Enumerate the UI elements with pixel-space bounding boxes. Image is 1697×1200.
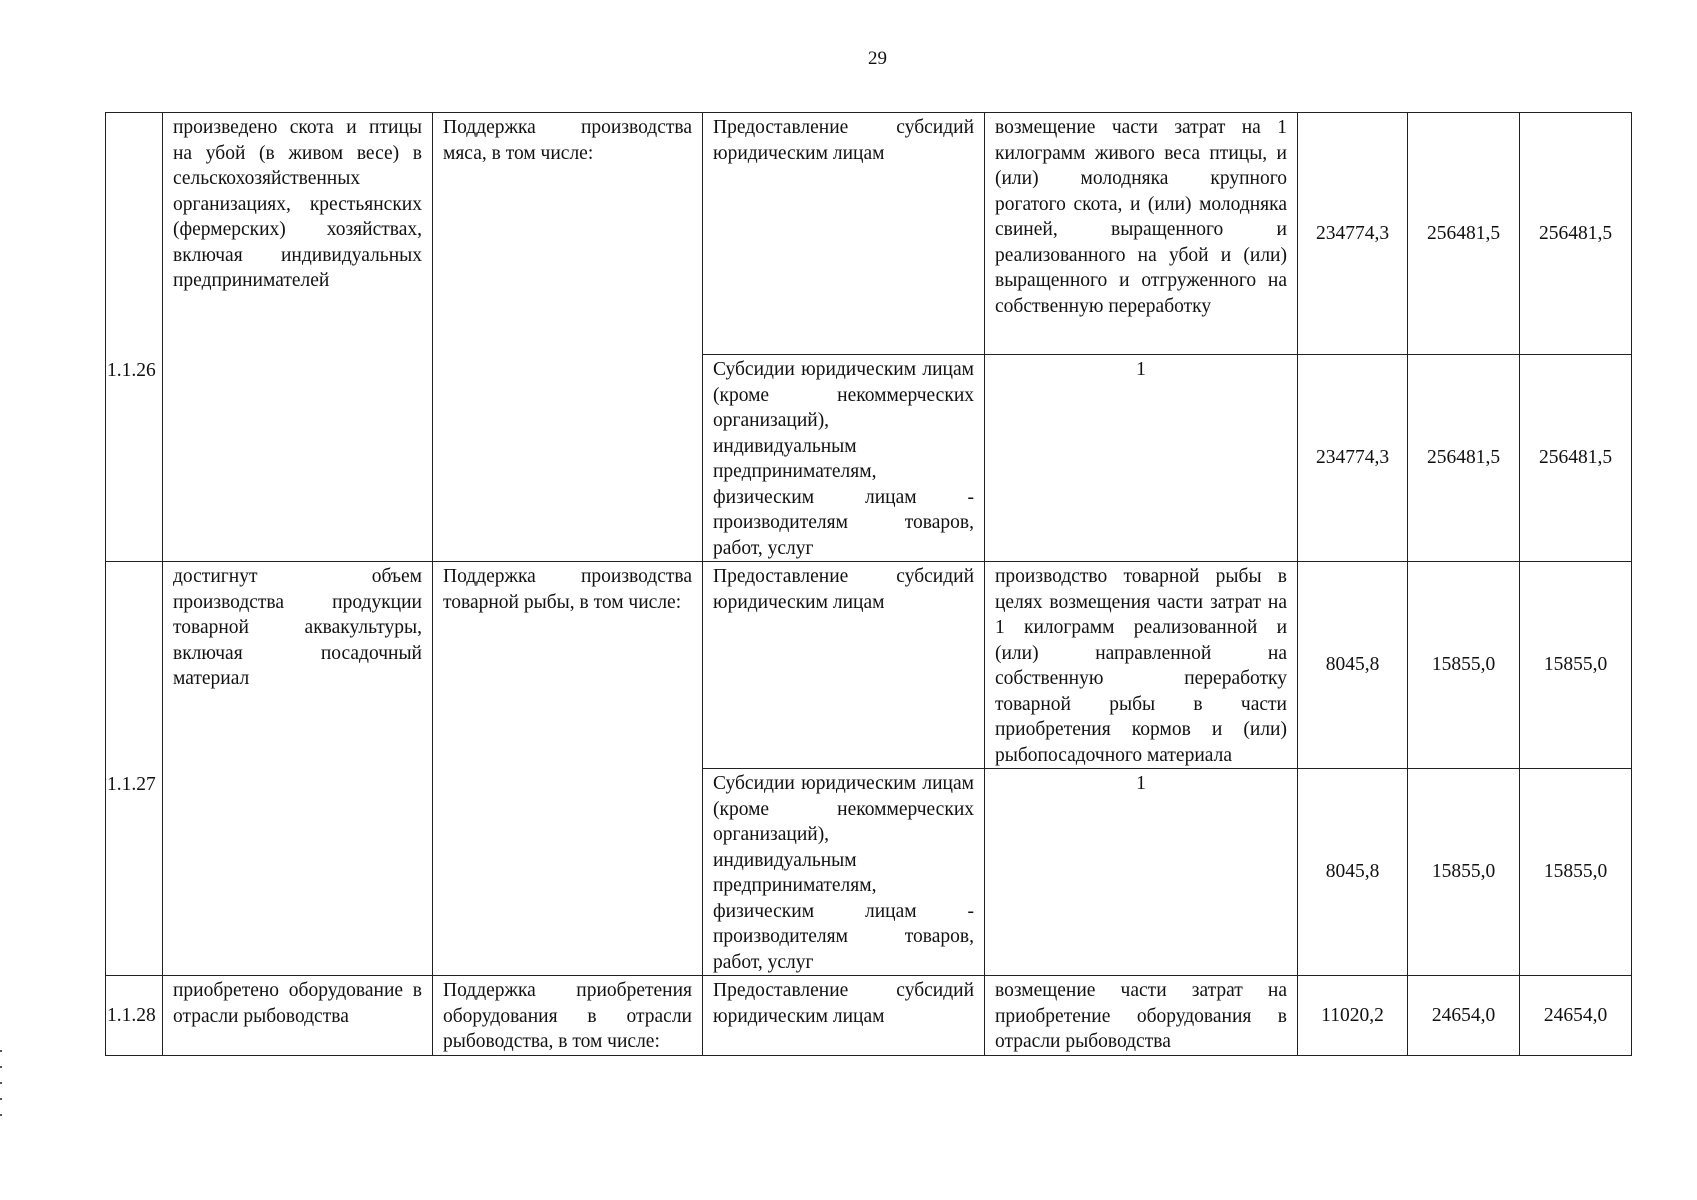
form-cell: Предоставление субсидий юридическим лицам — [703, 976, 985, 1056]
value-cell: 15855,0 — [1520, 769, 1632, 976]
value-cell: 15855,0 — [1520, 562, 1632, 769]
scan-dot — [0, 1114, 2, 1116]
row-code: 1.1.28 — [106, 976, 163, 1056]
subsidy-table — [105, 112, 1632, 1056]
value-cell: 15855,0 — [1408, 562, 1520, 769]
row-code: 1.1.27 — [106, 562, 163, 976]
result-cell: приобретено оборудование в отрасли рыбоводства — [163, 976, 433, 1056]
scan-dot — [0, 1050, 2, 1052]
form-cell: Предоставление субсидий юридическим лицам — [703, 113, 985, 355]
row-code: 1.1.26 — [106, 113, 163, 562]
purpose-cell: возмещение части затрат на приобретение оборудования в отрасли рыбоводства — [985, 976, 1298, 1056]
form-cell: Субсидии юридическим лицам (кроме некоммерческих организаций), индивидуальным предпринимателям, физическим лицам - производителям товаров, работ, услуг — [703, 769, 985, 976]
scan-dot — [0, 1098, 2, 1100]
value-cell: 8045,8 — [1298, 562, 1408, 769]
purpose-cell: 1 — [985, 769, 1298, 976]
table-row — [106, 562, 1632, 769]
table-row — [106, 976, 1632, 1056]
measure-cell: Поддержка производства мяса, в том числе: — [433, 113, 703, 562]
form-cell: Субсидии юридическим лицам (кроме некоммерческих организаций), индивидуальным предпринимателям, физическим лицам - производителям товаров, работ, услуг — [703, 355, 985, 562]
scan-edge-marks — [0, 1050, 4, 1170]
purpose-cell: производство товарной рыбы в целях возмещения части затрат на 1 килограмм реализованной и (или) направленной на собственную переработку товарной рыбы в части приобретения кормов и (или) рыбопосадочного материала — [985, 562, 1298, 769]
result-cell: достигнут объем производства продукции товарной аквакультуры, включая посадочный материал — [163, 562, 433, 976]
measure-cell: Поддержка производства товарной рыбы, в том числе: — [433, 562, 703, 976]
purpose-cell: возмещение части затрат на 1 килограмм живого веса птицы, и (или) молодняка крупного рогатого скота, и (или) молодняка свиней, выращенного и реализованного на убой и (или) выращенного и отгруженного на собственную переработку — [985, 113, 1298, 355]
value-cell: 256481,5 — [1520, 355, 1632, 562]
value-cell: 256481,5 — [1408, 355, 1520, 562]
purpose-cell: 1 — [985, 355, 1298, 562]
scan-dot — [0, 1082, 2, 1084]
table-row — [106, 113, 1632, 355]
scan-dot — [0, 1066, 2, 1068]
value-cell: 234774,3 — [1298, 355, 1408, 562]
value-cell: 256481,5 — [1520, 113, 1632, 355]
value-cell: 15855,0 — [1408, 769, 1520, 976]
result-cell: произведено скота и птицы на убой (в живом весе) в сельскохозяйственных организациях, крестьянских (фермерских) хозяйствах, включая индивидуальных предпринимателей — [163, 113, 433, 562]
measure-cell: Поддержка приобретения оборудования в отрасли рыбоводства, в том числе: — [433, 976, 703, 1056]
value-cell: 24654,0 — [1520, 976, 1632, 1056]
value-cell: 8045,8 — [1298, 769, 1408, 976]
page-number: 29 — [868, 48, 887, 69]
form-cell: Предоставление субсидий юридическим лицам — [703, 562, 985, 769]
value-cell: 24654,0 — [1408, 976, 1520, 1056]
value-cell: 234774,3 — [1298, 113, 1408, 355]
value-cell: 11020,2 — [1298, 976, 1408, 1056]
value-cell: 256481,5 — [1408, 113, 1520, 355]
